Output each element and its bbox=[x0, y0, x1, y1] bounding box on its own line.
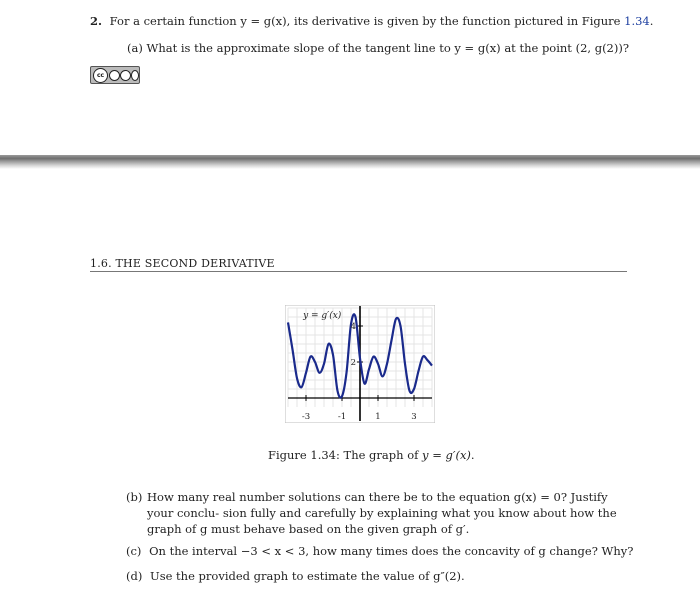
part-a bbox=[127, 41, 629, 55]
chart-title: y = g′(x) bbox=[303, 311, 342, 321]
part-b-text: How many real number solutions can there be to the equation g(x) = 0? Justify your conclu- sion fully and carefully by explaining what you know about how the graph of g must behave based on the given graph of g′. bbox=[147, 490, 617, 536]
question-number: 2. bbox=[90, 14, 103, 28]
part-d-label: (d) bbox=[126, 569, 143, 583]
part-d-text: Use the provided graph to estimate the value of g″(2). bbox=[150, 569, 465, 583]
x-tick-label: -3 bbox=[301, 412, 311, 422]
by-person-icon bbox=[109, 70, 120, 81]
part-c-label: (c) bbox=[126, 544, 142, 558]
y-tick-label: 2 bbox=[350, 358, 356, 368]
cc-circle-icon: cc bbox=[93, 68, 108, 83]
part-b-label: (b) bbox=[126, 490, 143, 504]
part-d bbox=[126, 569, 465, 583]
section-header-rule bbox=[90, 271, 627, 272]
part-a-text: What is the approximate slope of the tangent line to y = g(x) at the point (2, g(2))? bbox=[146, 41, 630, 55]
section-header: 1.6. THE SECOND DERIVATIVE bbox=[90, 257, 275, 270]
part-b bbox=[126, 489, 631, 537]
question-2-text bbox=[90, 14, 653, 28]
license-end-icon bbox=[131, 70, 139, 81]
figure-reference-link[interactable]: 1.34 bbox=[624, 14, 650, 28]
page-break-divider bbox=[0, 155, 700, 169]
caption-suffix: . bbox=[470, 448, 475, 462]
x-tick-label: -1 bbox=[337, 412, 347, 422]
caption-math: y = g′(x) bbox=[422, 448, 471, 462]
derivative-graph bbox=[285, 305, 435, 423]
part-a-label: (a) bbox=[127, 41, 143, 55]
sharealike-icon bbox=[120, 70, 131, 81]
question-end: . bbox=[649, 14, 654, 28]
creative-commons-license-icon[interactable] bbox=[90, 66, 140, 84]
caption-prefix: Figure 1.34: The graph of bbox=[268, 448, 419, 462]
part-c-text: On the interval −3 < x < 3, how many times does the concavity of g change? Why? bbox=[149, 544, 634, 558]
part-c bbox=[126, 544, 633, 558]
x-tick-label: 3 bbox=[411, 412, 417, 422]
question-intro: For a certain function y = g(x), its derivative is given by the function pictured in Figure bbox=[109, 14, 621, 28]
y-tick-label: 4 bbox=[350, 322, 356, 332]
x-tick-label: 1 bbox=[375, 412, 381, 422]
figure-caption bbox=[268, 448, 475, 462]
